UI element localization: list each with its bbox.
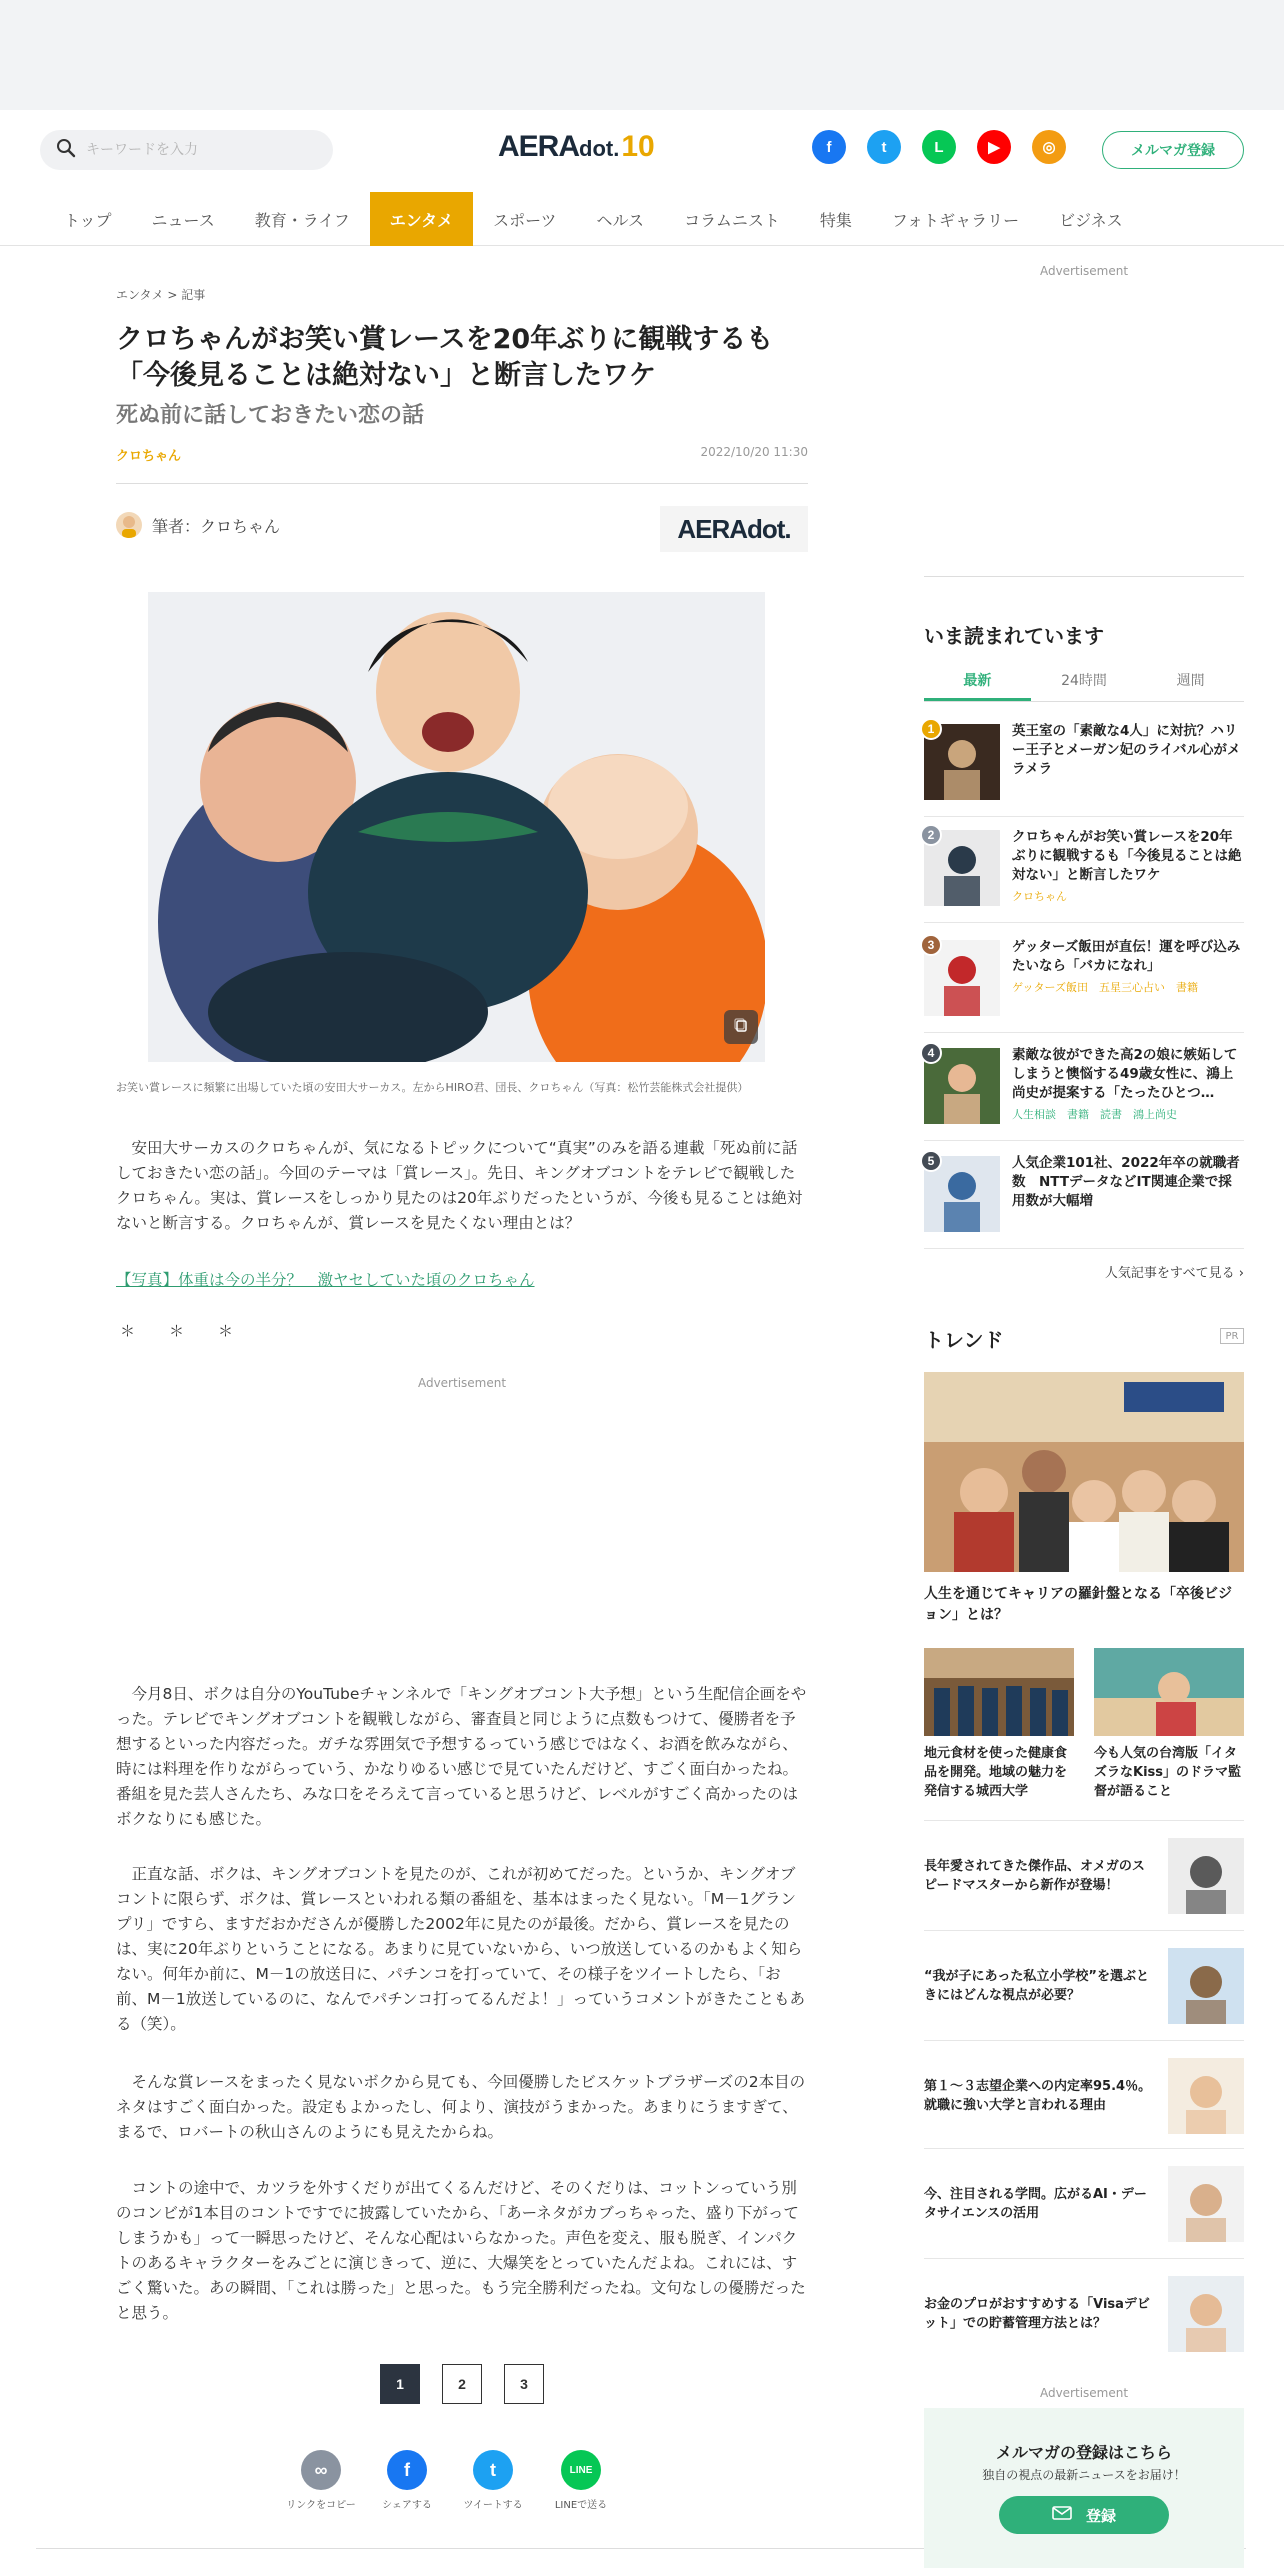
ranking-title: 人気企業101社、2022年卒の就職者数 NTTデータなどIT関連企業で採用数が大幅増 <box>1012 1155 1240 1209</box>
share-label: ツイートする <box>463 2500 523 2511</box>
ranking-item[interactable] <box>924 724 1244 804</box>
trend-card-title: 地元食材を使った健康食品を開発。地域の魅力を発信する城西大学 <box>924 1746 1068 1799</box>
ranking-tags[interactable]: クロちゃん <box>1012 890 1067 903</box>
main-nav <box>44 192 1143 246</box>
nav-item[interactable]: コラムニスト <box>684 210 780 230</box>
search-icon[interactable] <box>56 138 76 162</box>
trend-list-title: お金のプロがおすすめする「Visaデビット」での貯蓄管理方法とは？ <box>924 2297 1150 2331</box>
logo-anniversary: 10 <box>621 130 655 163</box>
pagination <box>380 2364 544 2404</box>
mail-icon <box>1052 2506 1072 2524</box>
divider <box>924 816 1244 817</box>
trend-list-title: 第１～３志望企業への内定率95.4％。就職に強い大学と言われる理由 <box>924 2079 1152 2113</box>
byline-text: 筆者：クロちゃん <box>152 516 281 536</box>
ranking-tags[interactable]: ゲッターズ飯田 五星三心占い 書籍 <box>1012 981 1199 994</box>
share-item[interactable] <box>281 2450 361 2511</box>
nav-item[interactable]: エンタメ <box>370 192 473 246</box>
photo-gallery-link[interactable]: 【写真】体重は今の半分？ 激ヤセしていた頃のクロちゃん <box>116 1271 535 1289</box>
trend-list-image <box>1168 1948 1244 2024</box>
popular-all-label: 人気記事をすべて見る <box>1104 1266 1235 1281</box>
nav-item[interactable]: ビジネス <box>1059 210 1123 230</box>
article-paragraph: コントの途中で、カツラを外すくだりが出てくるんだけど、そのくだりは、コットンっていう別のコンビが1本目のコントですでに披露していたから、「あーネタがカブっちゃった、盛り下がってしまうかも」って一瞬思ったけど、そんな心配はいらなかった。声色を変え、服も脱ぎ、インパクトのあるキャラクターをみごとに演じきって、逆に、大爆笑をとっていたんだよね。これには、すごく驚いた。あの瞬間、「これは勝った」と思った。もう完全勝利だったね。文句なしの優勝だったと思う。 <box>116 2179 806 2322</box>
rank-badge: 4 <box>920 1042 942 1064</box>
trend-list-item[interactable] <box>924 1838 1244 1914</box>
site-logo[interactable] <box>498 130 655 172</box>
rss-icon[interactable]: ◎ <box>1032 130 1066 164</box>
trend-card[interactable] <box>1094 1648 1244 1801</box>
divider <box>116 483 808 484</box>
rank-badge: 5 <box>920 1150 942 1172</box>
copy-image-button[interactable] <box>724 1010 758 1044</box>
publisher-logo-text: AERAdot. <box>677 513 791 544</box>
series-subtitle[interactable]: 死ぬ前に話しておきたい恋の話 <box>116 403 425 428</box>
publish-date: 2022/10/20 11:30 <box>700 445 808 459</box>
newsletter-register-button[interactable] <box>999 2496 1169 2534</box>
article-paragraph: そんな賞レースをまったく見ないボクから見ても、今回優勝したビスケットブラザーズの2本目のネタはすごく面白かった。設定もよかったし、何より、演技がうまかった。あまりにうますぎて、まるで、ロバートの秋山さんのようにも見えたからね。 <box>116 2073 806 2141</box>
line-share-icon[interactable]: LINE <box>561 2450 601 2490</box>
rank-badge: 2 <box>920 824 942 846</box>
newsletter-button[interactable]: メルマガ登録 <box>1102 131 1244 169</box>
divider <box>924 1140 1244 1141</box>
facebook-icon[interactable]: f <box>812 130 846 164</box>
nav-item[interactable]: フォトギャラリー <box>891 210 1020 230</box>
trend-list-item[interactable] <box>924 1948 1244 2024</box>
chevron-right-icon: › <box>1238 1266 1244 1281</box>
nav-item[interactable]: トップ <box>64 210 112 230</box>
divider <box>924 2258 1244 2259</box>
share-item[interactable] <box>453 2450 533 2511</box>
nav-item[interactable]: 教育・ライフ <box>254 210 350 230</box>
divider <box>924 576 1244 577</box>
divider <box>924 1820 1244 1821</box>
search-input[interactable] <box>86 142 306 158</box>
breadcrumb[interactable]: エンタメ > 記事 <box>116 288 206 302</box>
trend-title: トレンド <box>924 1328 1004 1352</box>
trend-list-item[interactable] <box>924 2166 1244 2242</box>
line-icon[interactable]: L <box>922 130 956 164</box>
divider <box>924 922 1244 923</box>
share-item[interactable] <box>541 2450 621 2511</box>
publisher-logo[interactable] <box>660 506 808 552</box>
popular-tab[interactable]: 週間 <box>1176 673 1205 689</box>
nav-item[interactable]: 特集 <box>819 210 852 230</box>
popular-tab[interactable]: 最新 <box>924 670 1031 701</box>
twitter-share-icon[interactable]: t <box>473 2450 513 2490</box>
share-item[interactable] <box>367 2450 447 2511</box>
trend-list-item[interactable] <box>924 2276 1244 2352</box>
trend-card-title: 今も人気の台湾版「イタズラなKiss」のドラマ監督が語ること <box>1094 1746 1242 1799</box>
logo-main: AERA <box>498 130 580 163</box>
divider <box>924 1032 1244 1033</box>
author-tag[interactable]: クロちゃん <box>116 449 182 464</box>
pr-badge: PR <box>1220 1328 1244 1344</box>
section-separator: ＊＊＊ <box>120 1322 268 1340</box>
ranking-title: ゲッターズ飯田が直伝！運を呼び込みたいなら「バカになれ」 <box>1012 939 1241 974</box>
nav-item[interactable]: スポーツ <box>493 210 557 230</box>
article-title <box>116 322 816 394</box>
popular-tab[interactable]: 24時間 <box>1061 673 1107 689</box>
ranking-item[interactable] <box>924 830 1244 910</box>
article-paragraph: 正直な話、ボクは、キングオブコントを見たのが、これが初めてだった。というか、キングオブコントに限らず、ボクは、賞レースといわれる類の番組を、基本はまったく見ない。「M－1グランプリ」ですら、ますだおかださんが優勝した2002年に見たのが最後。だから、賞レースを見たのは、実に20年ぶりということになる。あまりに見ていないから、いつ放送しているのかもよく知らない。何年か前に、M－1の放送日に、パチンコを打っていて、その様子をツイートしたら、「お前、M－1放送しているのに、なんでパチンコ打ってるんだよ！」っていうコメントがきたこともある（笑）。 <box>116 1865 805 2033</box>
divider <box>924 2040 1244 2041</box>
ad-label: Advertisement <box>417 1376 507 1390</box>
ranking-title: 英王室の「素敵な4人」に対抗？ハリー王子とメーガン妃のライバル心がメラメラ <box>1012 723 1241 777</box>
ranking-item[interactable] <box>924 1156 1244 1236</box>
popular-tabs <box>924 670 1244 702</box>
nav-item[interactable]: ニュース <box>151 210 215 230</box>
trend-list-image <box>1168 1838 1244 1914</box>
rank-badge: 3 <box>920 934 942 956</box>
site-header <box>0 110 1284 246</box>
title-line-2: 「今後見ることは絶対ない」と断言したワケ <box>116 360 656 391</box>
page-button[interactable]: 2 <box>442 2364 482 2404</box>
trend-card-image <box>924 1648 1074 1736</box>
trend-list-title: “我が子にあった私立小学校”を選ぶときにはどんな視点が必要？ <box>924 1969 1149 2003</box>
youtube-icon[interactable]: ▶ <box>977 130 1011 164</box>
ranking-title: クロちゃんがお笑い賞レースを20年ぶりに観戦するも「今後見ることは絶対ない」と断言したワケ <box>1012 829 1242 883</box>
trend-list-image <box>1168 2276 1244 2352</box>
copy-link-icon[interactable]: ∞ <box>301 2450 341 2490</box>
page-button[interactable]: 3 <box>504 2364 544 2404</box>
twitter-icon[interactable]: t <box>867 130 901 164</box>
nav-item[interactable]: ヘルス <box>596 210 645 230</box>
divider <box>924 1930 1244 1931</box>
page-button[interactable]: 1 <box>380 2364 420 2404</box>
ranking-tags[interactable]: 人生相談 書籍 読書 鴻上尚史 <box>1012 1108 1177 1121</box>
share-label: シェアする <box>382 2500 432 2511</box>
ad-label: Advertisement <box>1039 2386 1129 2400</box>
byline[interactable] <box>116 512 280 538</box>
title-line-1: クロちゃんがお笑い賞レースを20年ぶりに観戦するも <box>116 324 774 355</box>
popular-title: いま読まれています <box>924 624 1104 648</box>
newsletter-register-label: 登録 <box>1085 2506 1116 2525</box>
rank-badge: 1 <box>920 718 942 740</box>
trend-hero-title[interactable]: 人生を通じてキャリアの羅針盤となる「卒後ビジョン」とは？ <box>924 1586 1232 1623</box>
ranking-item[interactable] <box>924 1048 1244 1128</box>
author-avatar <box>116 512 142 538</box>
top-ad-banner <box>0 0 1284 110</box>
trend-list-image <box>1168 2166 1244 2242</box>
trend-list-title: 長年愛されてきた傑作品、オメガのスピードマスターから新作が登場！ <box>924 1859 1145 1893</box>
facebook-share-icon[interactable]: f <box>387 2450 427 2490</box>
newsletter-title: メルマガの登録はこちら <box>995 2443 1172 2462</box>
newsletter-subtitle: 独自の視点の最新ニュースをお届け！ <box>982 2468 1186 2482</box>
divider <box>924 2148 1244 2149</box>
popular-all-link[interactable] <box>924 1262 1244 1281</box>
trend-card-image <box>1094 1648 1244 1736</box>
copy-icon <box>733 1017 749 1037</box>
search-bar[interactable] <box>40 130 333 170</box>
ranking-title: 素敵な彼ができた高2の娘に嫉妬してしまうと懊悩する49歳女性に、鴻上尚史が提案する「たったひとつ… <box>1012 1047 1238 1101</box>
article-paragraph: 今月8日、ボクは自分のYouTubeチャンネルで「キングオブコント大予想」という生配信企画をやった。テレビでキングオブコントを観戦しながら、審査員と同じように点数もつけて、優勝者を予想するといった内容だった。ガチな雰囲気で予想するっていう感じではなく、お酒を飲みながら、時には料理を作りながらっていう、かなりゆるい感じで見ていたんだけど、すごく面白かったね。番組を見た芸人さんたち、みな口をそろえて言っていると思うけど、レベルがすごく高かったのはボクなりにも感じた。 <box>116 1685 807 1828</box>
share-label: リンクをコピー <box>286 2500 356 2511</box>
newsletter-box <box>924 2408 1244 2568</box>
divider <box>924 1248 1244 1249</box>
article-paragraph: 安田大サーカスのクロちゃんが、気になるトピックについて“真実”のみを語る連載「死ぬ前に話しておきたい恋の話」。今回のテーマは「賞レース」。先日、キングオブコントをテレビで観戦したクロちゃん。実は、賞レースをしっかり見たのは20年ぶりだったというが、今後も見ることは絶対ないと断言する。クロちゃんが、賞レースを見たくない理由とは？ <box>116 1139 803 1232</box>
logo-dot: dot. <box>579 136 620 161</box>
ad-label: Advertisement <box>1039 264 1129 278</box>
photo-caption: お笑い賞レースに頻繁に出場していた頃の安田大サーカス。左からHIRO君、団長、クロちゃん（写真：松竹芸能株式会社提供） <box>116 1081 749 1094</box>
trend-list-image <box>1168 2058 1244 2134</box>
trend-card[interactable] <box>924 1648 1074 1801</box>
trend-list-item[interactable] <box>924 2058 1244 2134</box>
share-label: LINEで送る <box>554 2500 608 2511</box>
trend-hero-image[interactable] <box>924 1372 1244 1572</box>
trend-list-title: 今、注目される学問。広がるAI・データサイエンスの活用 <box>924 2187 1147 2221</box>
ranking-item[interactable] <box>924 940 1244 1020</box>
article-photo[interactable] <box>148 592 765 1062</box>
